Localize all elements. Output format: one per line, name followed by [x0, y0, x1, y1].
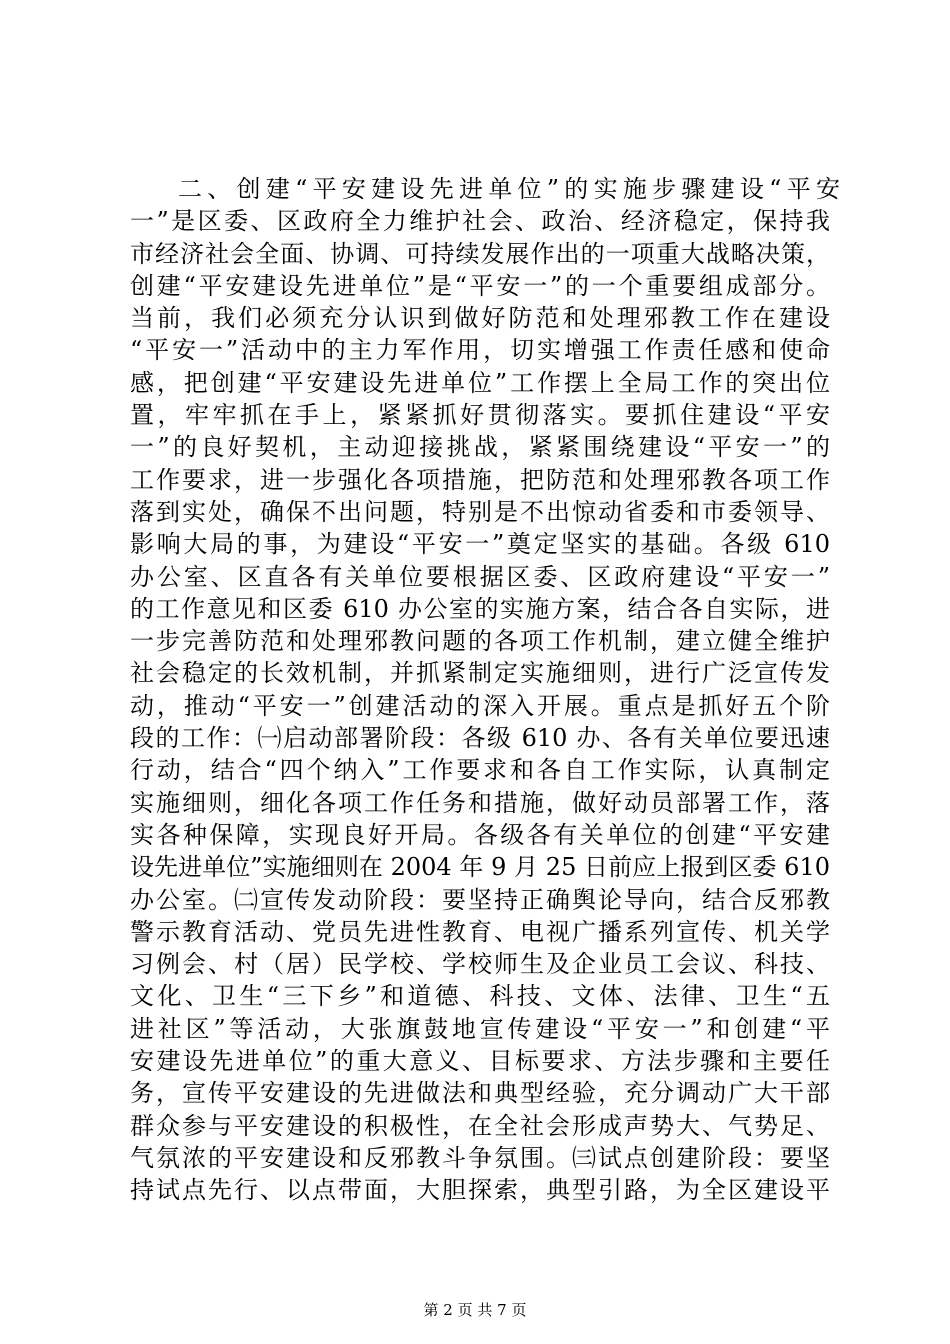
text-line: 一”的良好契机，主动迎接挑战，紧紧围绕建设“平安一”的: [130, 433, 830, 462]
text-line: 行动，结合“四个纳入”工作要求和各自工作实际，认真制定: [130, 756, 830, 785]
body-paragraph: [130, 173, 830, 1207]
text-line: 气氛浓的平安建设和反邪教斗争氛围。㈢试点创建阶段：要坚: [130, 1143, 830, 1172]
text-line: 工作要求，进一步强化各项措施，把防范和处理邪教各项工作: [130, 465, 830, 494]
text-line: 段的工作：㈠启动部署阶段：各级 610 办、各有关单位要迅速: [130, 724, 830, 753]
text-line: 群众参与平安建设的积极性，在全社会形成声势大、气势足、: [130, 1111, 830, 1140]
text-line: 实各种保障，实现良好开局。各级各有关单位的创建“平安建: [130, 820, 830, 849]
text-line: 社会稳定的长效机制，并抓紧制定实施细则，进行广泛宣传发: [130, 659, 830, 688]
text-line: 的工作意见和区委 610 办公室的实施方案，结合各自实际，进: [130, 594, 830, 623]
text-line: 创建“平安建设先进单位”是“平安一”的一个重要组成部分。: [130, 271, 830, 300]
text-line: 二、创建“平安建设先进单位”的实施步骤建设“平安: [178, 175, 830, 203]
text-line: 警示教育活动、党员先进性教育、电视广播系列宣传、机关学: [130, 917, 830, 946]
text-line: 影响大局的事，为建设“平安一”奠定坚实的基础。各级 610: [130, 530, 830, 559]
text-line: 安建设先进单位”的重大意义、目标要求、方法步骤和主要任: [130, 1047, 830, 1076]
text-line: 感，把创建“平安建设先进单位”工作摆上全局工作的突出位: [130, 368, 830, 397]
text-line: 文化、卫生“三下乡”和道德、科技、文体、法律、卫生“五: [130, 982, 830, 1011]
text-line: 设先进单位”实施细则在 2004 年 9 月 25 日前应上报到区委 610: [130, 853, 830, 882]
text-line: 进社区”等活动，大张旗鼓地宣传建设“平安一”和创建“平: [130, 1014, 830, 1043]
text-line: 置，牢牢抓在手上，紧紧抓好贯彻落实。要抓住建设“平安: [130, 401, 830, 430]
text-line: 市经济社会全面、协调、可持续发展作出的一项重大战略决策，: [130, 239, 830, 268]
text-line: 实施细则，细化各项工作任务和措施，做好动员部署工作，落: [130, 788, 830, 817]
text-line: 动，推动“平安一”创建活动的深入开展。重点是抓好五个阶: [130, 691, 830, 720]
text-line: 习例会、村（居）民学校、学校师生及企业员工会议、科技、: [130, 950, 830, 979]
text-line: 办公室、区直各有关单位要根据区委、区政府建设“平安一”: [130, 562, 830, 591]
text-line: 持试点先行、以点带面，大胆探索，典型引路，为全区建设平: [130, 1176, 830, 1205]
page-footer: 第 2 页 共 7 页: [423, 1301, 527, 1319]
text-line: 当前，我们必须充分认识到做好防范和处理邪教工作在建设: [130, 304, 830, 333]
text-line: “平安一”活动中的主力军作用，切实增强工作责任感和使命: [130, 336, 830, 365]
text-line: 落到实处，确保不出问题，特别是不出惊动省委和市委领导、: [130, 497, 830, 526]
text-line: 务，宣传平安建设的先进做法和典型经验，充分调动广大干部: [130, 1079, 830, 1108]
text-line: 办公室。㈡宣传发动阶段：要坚持正确舆论导向，结合反邪教: [130, 885, 830, 914]
text-line: 一步完善防范和处理邪教问题的各项工作机制，建立健全维护: [130, 627, 830, 656]
text-line: 一”是区委、区政府全力维护社会、政治、经济稳定，保持我: [130, 207, 830, 236]
